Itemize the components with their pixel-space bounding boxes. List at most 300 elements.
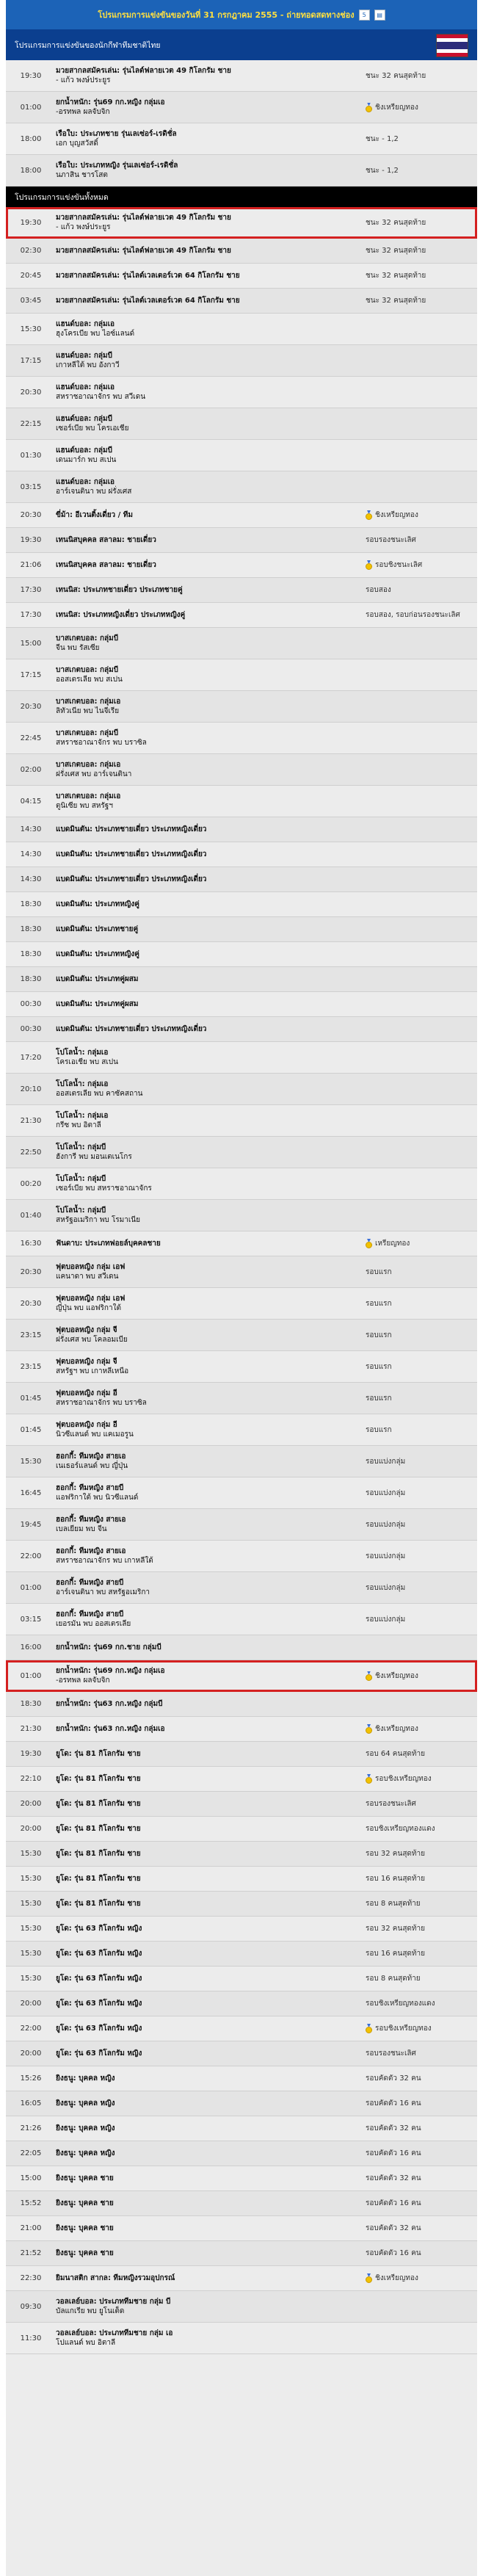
row-event	[56, 2297, 366, 2316]
result-text: รอบแบ่งกลุ่ม	[366, 1488, 406, 1497]
event-name: ฟุตบอลหญิง กลุ่ม จี	[56, 1358, 117, 1366]
result-text: รอบชิงเหรียญทองแดง	[366, 2000, 435, 2008]
row-result	[366, 1748, 477, 1759]
row-result	[366, 2223, 477, 2234]
event-participants: ฮุงโครเบีย พบ ไอซ์แลนด์	[56, 330, 135, 338]
row-result	[366, 2148, 477, 2159]
row-time: 23:15	[20, 1362, 42, 1371]
row-time: 19:30	[20, 71, 42, 80]
schedule-row	[6, 1792, 477, 1817]
all-section-title: โปรแกรมการแข่งขันทั้งหมด	[15, 192, 109, 202]
row-time: 01:30	[20, 451, 42, 460]
event-name: ยูโด: รุ่น 63 กิโลกรัม หญิง	[56, 2025, 142, 2033]
row-time: 15:00	[20, 2174, 42, 2182]
event-participants: ญี่ปุ่น พบ แอฟริกาใต้	[56, 1304, 121, 1312]
row-event	[56, 1452, 366, 1471]
result-text: ชนะ 32 คนสุดท้าย	[366, 218, 426, 227]
event-participants: เยอรมัน พบ ออสเตรเลีย	[56, 1620, 131, 1628]
row-event	[56, 1079, 366, 1099]
row-time: 20:00	[20, 2000, 42, 2008]
event-name: โปโลน้ำ: กลุ่มเอ	[56, 1112, 109, 1120]
schedule-row	[6, 1042, 477, 1074]
row-event	[56, 2124, 366, 2133]
result-text: ชนะ 32 คนสุดท้าย	[366, 272, 426, 280]
row-event	[56, 665, 366, 684]
row-event	[56, 414, 366, 433]
row-event	[56, 792, 366, 811]
row-event	[56, 1111, 366, 1130]
schedule-row	[6, 1105, 477, 1137]
row-event	[56, 1546, 366, 1566]
event-name: ยิงธนู: บุคคล ชาย	[56, 2174, 114, 2182]
event-name: แบดมินตัน: ประเภทชายเดี่ยว ประเภทหญิงเดี่ยว	[56, 1025, 207, 1033]
row-event	[56, 129, 366, 148]
event-name: ฟันดาบ: ประเภทฟอยล์บุคคลชาย	[56, 1240, 161, 1248]
medal-icon	[366, 1774, 372, 1784]
result-text: รอบคัดตัว 32 คน	[366, 2174, 421, 2182]
row-time: 15:30	[20, 1925, 42, 1933]
event-name: ยูโด: รุ่น 81 กิโลกรัม ชาย	[56, 1775, 141, 1783]
row-result	[366, 1898, 477, 1909]
event-name: ฟุตบอลหญิง กลุ่ม อี	[56, 1421, 117, 1429]
row-time: 16:05	[20, 2099, 42, 2108]
row-time: 18:30	[20, 900, 42, 908]
row-result	[366, 1671, 477, 1682]
event-participants: ลิทัวเนีย พบ ไนจีเรีย	[56, 707, 120, 715]
schedule-row	[6, 2241, 477, 2266]
row-time: 17:15	[20, 356, 42, 365]
event-participants: อาร์เจนตินา พบ สหรัฐอเมริกา	[56, 1588, 150, 1596]
event-name: บาสเกตบอล: กลุ่มเอ	[56, 698, 121, 706]
event-participants: ฝรั่งเศส พบ อาร์เจนตินา	[56, 770, 132, 778]
event-participants: สหราชอาณาจักร พบ สวีเดน	[56, 393, 146, 401]
row-time: 20:00	[20, 1800, 42, 1808]
event-name: แบดมินตัน: ประเภทหญิงคู่	[56, 950, 139, 958]
row-time: 16:45	[20, 1488, 42, 1497]
event-name: แฮนด์บอล: กลุ่มบี	[56, 446, 112, 455]
schedule-row	[6, 1991, 477, 2016]
row-time: 19:30	[20, 536, 42, 544]
schedule-row	[6, 2291, 477, 2323]
schedule-row	[6, 2216, 477, 2241]
row-result	[366, 1238, 477, 1249]
thai-section-header	[6, 29, 477, 60]
row-event	[56, 999, 366, 1009]
row-result	[366, 1519, 477, 1530]
result-text: รอบสอง	[366, 586, 391, 594]
schedule-row	[6, 1168, 477, 1200]
event-name: โปโลน้ำ: กลุ่มบี	[56, 1206, 106, 1215]
result-text: เหรียญทอง	[375, 1240, 410, 1248]
event-name: บาสเกตบอล: กลุ่มเอ	[56, 761, 121, 769]
result-text: รอบแรก	[366, 1362, 392, 1371]
row-time: 18:00	[20, 166, 42, 175]
schedule-row	[6, 289, 477, 314]
event-participants: โปแลนด์ พบ อิตาลี	[56, 2339, 116, 2347]
event-name: ยกน้ำหนัก: รุ่น63 กก.หญิง กลุ่มเอ	[56, 1725, 165, 1733]
row-time: 22:45	[20, 734, 42, 742]
row-event	[56, 535, 366, 545]
row-result	[366, 165, 477, 176]
row-result	[366, 295, 477, 306]
event-participants: ฝรั่งเศส พบ โคลอมเบีย	[56, 1336, 128, 1344]
result-text: รอบแบ่งกลุ่ม	[366, 1457, 406, 1466]
event-name: ฟุตบอลหญิง กลุ่ม อี	[56, 1389, 117, 1397]
event-name: แฮนด์บอล: กลุ่มเอ	[56, 478, 115, 486]
row-event	[56, 383, 366, 402]
row-result	[366, 1361, 477, 1372]
event-name: บาสเกตบอล: กลุ่มบี	[56, 634, 119, 643]
row-event	[56, 2248, 366, 2258]
thai-schedule-list	[6, 60, 477, 187]
schedule-row	[6, 1572, 477, 1604]
event-name: ยิงธนู: บุคคล ชาย	[56, 2199, 114, 2207]
event-name: แฮนด์บอล: กลุ่มเอ	[56, 383, 115, 391]
event-name: เทนนิสบุคคล สลาลม: ชายเดี่ยว	[56, 561, 156, 569]
event-name: ยิมนาสติก สากล: ทีมหญิงรวมอุปกรณ์	[56, 2274, 175, 2282]
row-event	[56, 1874, 366, 1884]
row-time: 22:05	[20, 2149, 42, 2157]
row-event	[56, 2074, 366, 2083]
event-participants: บัลแกเรีย พบ ยูโนเต็ด	[56, 2307, 125, 2315]
schedule-row	[6, 528, 477, 553]
schedule-row	[6, 1892, 477, 1917]
row-result	[366, 2048, 477, 2059]
event-name: วอลเลย์บอล: ประเภททีมชาย กลุ่ม บี	[56, 2298, 171, 2306]
row-event	[56, 825, 366, 834]
row-event	[56, 1749, 366, 1759]
event-participants: สหราชอาณาจักร พบ บราซิล	[56, 1399, 147, 1407]
tv5-icon[interactable]: 5	[359, 10, 370, 21]
event-participants: แอฟริกาใต้ พบ นิวซีแลนด์	[56, 1494, 139, 1502]
nbt-icon[interactable]: ▤	[374, 10, 385, 21]
row-time: 18:30	[20, 950, 42, 958]
event-name: โปโลน้ำ: กลุ่มบี	[56, 1175, 106, 1183]
schedule-row	[6, 723, 477, 754]
event-participants: เอก บุญสวัสดิ์	[56, 140, 98, 148]
event-participants: เซอร์เบีย พบ สหราชอาณาจักร	[56, 1184, 152, 1193]
result-text: ชิงเหรียญทอง	[375, 511, 418, 519]
row-event	[56, 850, 366, 859]
row-time: 17:30	[20, 611, 42, 619]
event-participants: จีน พบ รัสเซีย	[56, 644, 100, 652]
medal-icon	[366, 2273, 372, 2283]
row-event	[56, 66, 366, 85]
result-text: รอบ 64 คนสุดท้าย	[366, 1750, 425, 1758]
schedule-page	[6, 0, 477, 2576]
schedule-row	[6, 917, 477, 942]
row-time: 20:30	[20, 1267, 42, 1276]
row-time: 15:30	[20, 1950, 42, 1958]
medal-icon	[366, 510, 372, 520]
result-text: รอบชิงเหรียญทอง	[375, 1775, 432, 1783]
all-section-header	[6, 187, 477, 207]
row-result	[366, 1425, 477, 1436]
row-result	[366, 245, 477, 256]
row-time: 20:00	[20, 2049, 42, 2058]
row-event	[56, 296, 366, 305]
thai-flag-icon	[436, 34, 468, 57]
event-participants: กรีซ พบ อิตาลี	[56, 1121, 101, 1129]
schedule-row	[6, 842, 477, 867]
row-time: 14:30	[20, 850, 42, 858]
event-name: เรือใบ: ประเภทชาย รุ่นเลเซ่อร์-เรดิชั่ล	[56, 130, 177, 138]
event-name: ฮอกกี้: ทีมหญิง สายบี	[56, 1484, 124, 1492]
row-event	[56, 900, 366, 909]
result-text: รอบ 16 คนสุดท้าย	[366, 1875, 425, 1883]
row-event	[56, 271, 366, 281]
schedule-row	[6, 2116, 477, 2141]
row-event	[56, 1294, 366, 1313]
schedule-row	[6, 1137, 477, 1168]
schedule-row	[6, 1256, 477, 1288]
row-time: 18:30	[20, 975, 42, 983]
row-event	[56, 1799, 366, 1809]
schedule-row	[6, 1351, 477, 1383]
row-event	[56, 974, 366, 984]
event-name: ยิงธนู: บุคคล ชาย	[56, 2224, 114, 2232]
row-event	[56, 1924, 366, 1933]
row-time: 02:30	[20, 247, 42, 255]
row-time: 20:00	[20, 1825, 42, 1833]
row-time: 18:00	[20, 134, 42, 143]
schedule-row	[6, 628, 477, 659]
row-time: 14:30	[20, 825, 42, 833]
schedule-row	[6, 2016, 477, 2041]
row-time: 15:30	[20, 1457, 42, 1466]
row-time: 21:26	[20, 2124, 42, 2132]
schedule-row	[6, 2191, 477, 2216]
row-time: 00:20	[20, 1179, 42, 1188]
event-name: ยกน้ำหนัก: รุ่น63 กก.หญิง กลุ่มบี	[56, 1700, 163, 1708]
result-text: รอบแบ่งกลุ่ม	[366, 1583, 406, 1592]
result-text: ชนะ 32 คนสุดท้าย	[366, 297, 426, 305]
result-text: รอบรองชนะเลิศ	[366, 1800, 416, 1808]
event-name: ขี่ม้า: อีเวนติ้งเดี่ยว / ทีม	[56, 511, 133, 519]
row-result	[366, 1330, 477, 1341]
event-participants: สหราชอาณาจักร พบ เกาหลีใต้	[56, 1557, 153, 1565]
row-event	[56, 1262, 366, 1281]
event-name: แบดมินตัน: ประเภทคู่ผสม	[56, 1000, 139, 1008]
event-participants: - แก้ว พงษ์ประยูร	[56, 223, 111, 231]
event-name: ยูโด: รุ่น 81 กิโลกรัม ชาย	[56, 1875, 141, 1883]
schedule-row	[6, 892, 477, 917]
schedule-row	[6, 553, 477, 578]
schedule-row	[6, 1842, 477, 1867]
row-result	[366, 1848, 477, 1859]
result-text: ชนะ - 1,2	[366, 166, 399, 175]
event-name: เทนนิสบุคคล สลาลม: ชายเดี่ยว	[56, 536, 156, 544]
schedule-row	[6, 345, 477, 377]
row-time: 21:00	[20, 2224, 42, 2232]
result-text: ชิงเหรียญทอง	[375, 103, 418, 112]
event-name: ฟุตบอลหญิง กลุ่ม เอฟ	[56, 1263, 126, 1271]
row-time: 11:30	[20, 2334, 42, 2342]
row-time: 22:00	[20, 2025, 42, 2033]
row-time: 17:20	[20, 1053, 42, 1062]
row-event	[56, 246, 366, 256]
result-text: รอบแรก	[366, 1267, 392, 1276]
schedule-row	[6, 786, 477, 817]
event-name: แบดมินตัน: ประเภทชายเดี่ยว ประเภทหญิงเดี่ยว	[56, 850, 207, 858]
schedule-row	[6, 1017, 477, 1042]
event-name: ยิงธนู: บุคคล หญิง	[56, 2149, 115, 2157]
schedule-row-highlighted	[6, 207, 477, 239]
schedule-row	[6, 578, 477, 603]
medal-icon	[366, 560, 372, 570]
event-name: ยิงธนู: บุคคล หญิง	[56, 2124, 115, 2132]
row-time: 16:00	[20, 1643, 42, 1651]
schedule-row	[6, 1817, 477, 1842]
schedule-row	[6, 1692, 477, 1717]
event-participants: สหราชอาณาจักร พบ บราซิล	[56, 739, 147, 747]
result-text: รอบแบ่งกลุ่ม	[366, 1552, 406, 1560]
event-name: ยิงธนู: บุคคล หญิง	[56, 2074, 115, 2083]
event-name: ยูโด: รุ่น 63 กิโลกรัม หญิง	[56, 1975, 142, 1983]
schedule-row	[6, 92, 477, 123]
result-text: ชนะ - 1,2	[366, 134, 399, 143]
row-time: 15:52	[20, 2199, 42, 2207]
row-result	[366, 1948, 477, 1959]
row-event	[56, 1578, 366, 1597]
row-time: 21:52	[20, 2249, 42, 2257]
result-text: รอบรองชนะเลิศ	[366, 2049, 416, 2058]
event-name: ฮอกกี้: ทีมหญิง สายเอ	[56, 1452, 126, 1461]
row-result	[366, 1773, 477, 1784]
row-event	[56, 1239, 366, 1248]
event-participants: ฮังการี พบ มอนเตเนโกร	[56, 1153, 132, 1161]
event-name: ยิงธนู: บุคคล หญิง	[56, 2099, 115, 2108]
row-event	[56, 351, 366, 370]
event-name: ฮอกกี้: ทีมหญิง สายบี	[56, 1579, 124, 1587]
row-result	[366, 2073, 477, 2084]
event-name: ยกน้ำหนัก: รุ่น69 กก.หญิง กลุ่มเอ	[56, 1667, 165, 1675]
medal-icon	[366, 1239, 372, 1248]
event-participants: เนเธอร์แลนด์ พบ ญี่ปุ่น	[56, 1462, 128, 1470]
row-event	[56, 610, 366, 620]
row-result	[366, 217, 477, 228]
row-time: 20:30	[20, 702, 42, 711]
row-time: 20:30	[20, 511, 42, 519]
row-event	[56, 510, 366, 520]
event-name: บาสเกตบอล: กลุ่มเอ	[56, 792, 121, 800]
row-event	[56, 2149, 366, 2158]
result-text: รอบชิงเหรียญทอง	[375, 2025, 432, 2033]
event-participants: ออสเตรเลีย พบ สเปน	[56, 676, 123, 684]
row-result	[366, 2173, 477, 2184]
row-result	[366, 1973, 477, 1984]
schedule-row	[6, 2091, 477, 2116]
event-participants: เกาหลีใต้ พบ อังกาวี	[56, 361, 120, 369]
row-result	[366, 560, 477, 571]
result-text: รอบคัดตัว 16 คน	[366, 2099, 421, 2108]
row-result	[366, 510, 477, 521]
result-text: รอบคัดตัว 16 คน	[366, 2249, 421, 2257]
schedule-row	[6, 1477, 477, 1509]
event-participants: -อรทพล ผลจับจิก	[56, 1676, 110, 1685]
schedule-row	[6, 659, 477, 691]
schedule-row	[6, 1288, 477, 1320]
event-name: บาสเกตบอล: กลุ่มบี	[56, 666, 119, 674]
row-time: 01:00	[20, 1671, 42, 1680]
row-event	[56, 1724, 366, 1734]
event-name: ยูโด: รุ่น 81 กิโลกรัม ชาย	[56, 1900, 141, 1908]
result-text: รอบแบ่งกลุ่ม	[366, 1615, 406, 1624]
result-text: รอบรองชนะเลิศ	[366, 536, 416, 544]
result-text: รอบคัดตัว 16 คน	[366, 2199, 421, 2207]
row-time: 09:30	[20, 2302, 42, 2311]
schedule-row	[6, 1200, 477, 1231]
row-time: 22:30	[20, 2274, 42, 2282]
result-text: รอบคัดตัว 32 คน	[366, 2224, 421, 2232]
result-text: รอบแรก	[366, 1299, 392, 1308]
row-event	[56, 161, 366, 180]
event-name: ยูโด: รุ่น 63 กิโลกรัม หญิง	[56, 1950, 142, 1958]
event-name: โปโลน้ำ: กลุ่มเอ	[56, 1049, 109, 1057]
row-event	[56, 477, 366, 496]
event-name: ยกน้ำหนัก: รุ่น69 กก.ชาย กลุ่มบี	[56, 1643, 161, 1651]
schedule-row	[6, 754, 477, 786]
event-participants: เซอร์เบีย พบ โครเอเชีย	[56, 424, 129, 433]
event-name: ยิงธนู: บุคคล ชาย	[56, 2249, 114, 2257]
result-text: รอบ 16 คนสุดท้าย	[366, 1950, 425, 1958]
schedule-row	[6, 1867, 477, 1892]
schedule-row	[6, 1604, 477, 1635]
result-text: รอบแรก	[366, 1394, 392, 1403]
medal-icon	[366, 1671, 372, 1681]
row-event	[56, 2174, 366, 2183]
event-name: แฮนด์บอล: กลุ่มบี	[56, 415, 112, 423]
event-participants: เบลเยียม พบ จีน	[56, 1525, 107, 1533]
row-event	[56, 875, 366, 884]
event-name: โปโลน้ำ: กลุ่มบี	[56, 1143, 106, 1151]
row-result	[366, 1923, 477, 1934]
row-time: 03:15	[20, 482, 42, 491]
row-result	[366, 2273, 477, 2284]
row-time: 17:30	[20, 586, 42, 594]
schedule-row	[6, 603, 477, 628]
event-participants: แคนาดา พบ สวีเดน	[56, 1273, 119, 1281]
event-participants: -อรทพล ผลจับจิก	[56, 108, 110, 116]
row-event	[56, 1849, 366, 1859]
row-result	[366, 70, 477, 82]
row-time: 18:30	[20, 925, 42, 933]
row-event	[56, 949, 366, 959]
row-time: 21:06	[20, 561, 42, 569]
event-name: มวยสากลสมัครเล่น: รุ่นไลต์ฟลายเวต 49 กิโลกรัม ชาย	[56, 214, 231, 222]
row-event	[56, 319, 366, 339]
event-name: มวยสากลสมัครเล่น: รุ่นไลต์เวลเตอร์เวต 64 กิโลกรัม ชาย	[56, 272, 240, 280]
row-time: 00:30	[20, 1000, 42, 1008]
row-event	[56, 1699, 366, 1709]
medal-icon	[366, 2024, 372, 2033]
row-result	[366, 2248, 477, 2259]
schedule-row	[6, 1942, 477, 1967]
event-name: ฮอกกี้: ทีมหญิง สายบี	[56, 1610, 124, 1618]
row-result	[366, 134, 477, 145]
row-result	[366, 1582, 477, 1593]
schedule-row	[6, 1742, 477, 1767]
row-result	[366, 1723, 477, 1734]
row-time: 22:10	[20, 1775, 42, 1783]
event-name: บาสเกตบอล: กลุ่มบี	[56, 729, 119, 737]
row-result	[366, 1614, 477, 1625]
schedule-row	[6, 1717, 477, 1742]
row-time: 19:45	[20, 1520, 42, 1529]
row-result	[366, 1488, 477, 1499]
schedule-row	[6, 440, 477, 471]
row-time: 19:30	[20, 1750, 42, 1758]
